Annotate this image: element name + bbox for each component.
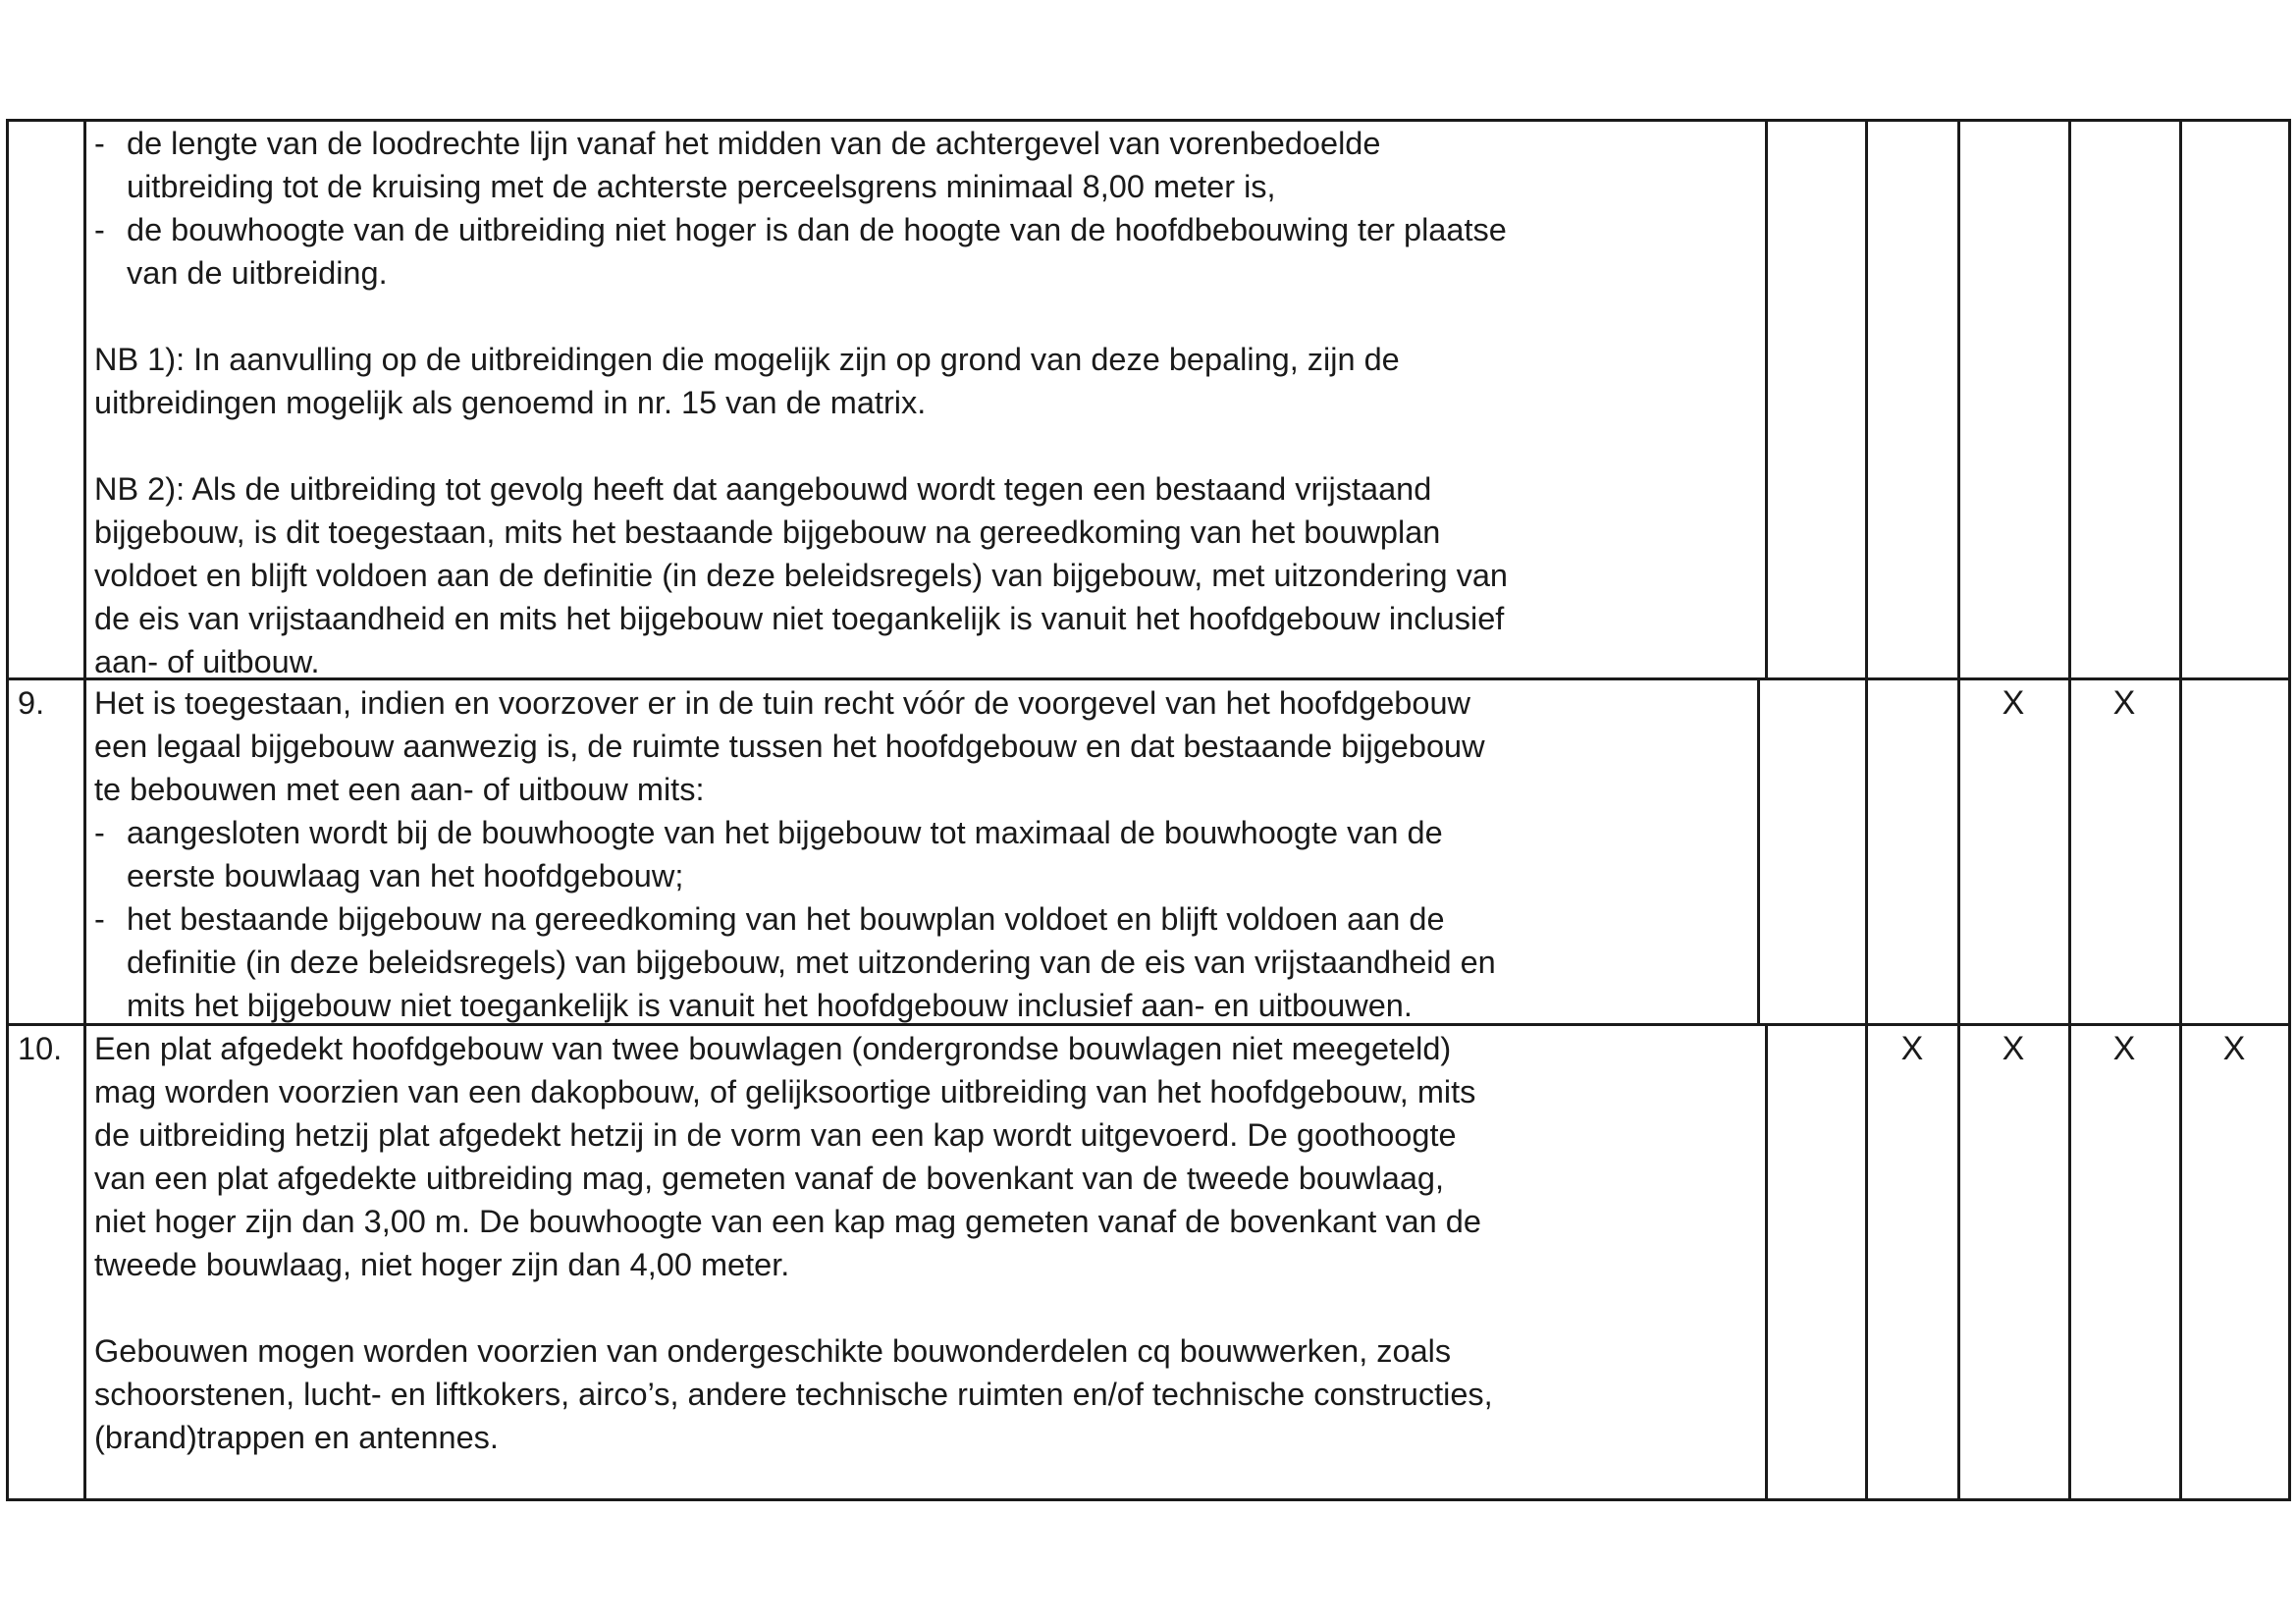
note-paragraph: uitbreidingen mogelijk als genoemd in nr. 15 van de matrix. — [94, 385, 927, 420]
column-divider — [2179, 119, 2182, 1501]
bullet-item — [94, 122, 1508, 208]
column-divider — [1957, 119, 1960, 1501]
column-divider — [83, 119, 86, 1501]
column-divider — [1865, 119, 1868, 1501]
check-mark: X — [1900, 1030, 1924, 1067]
check-mark: X — [2222, 1030, 2246, 1067]
row-10-text — [94, 1027, 1493, 1459]
bullet-text: de lengte van de loodrechte lijn vanaf het midden van de achtergevel van vorenbedoelde — [127, 126, 1381, 161]
check-mark: X — [2112, 684, 2136, 722]
rule-text: (brand)trappen en antennes. — [94, 1420, 499, 1455]
bullet-dash: - — [94, 815, 105, 850]
rule-text: Gebouwen mogen worden voorzien van ondergeschikte bouwonderdelen cq bouwwerken, zoals — [94, 1333, 1452, 1369]
column-divider — [1765, 119, 1768, 680]
rule-text: niet hoger zijn dan 3,00 m. De bouwhoogte van een kap mag gemeten vanaf de bovenkant van de — [94, 1204, 1481, 1239]
bullet-text: eerste bouwlaag van het hoofdgebouw; — [127, 858, 684, 893]
bullet-dash: - — [94, 901, 105, 937]
column-divider — [1765, 1023, 1768, 1501]
bullet-item — [94, 811, 1496, 897]
bullet-text: uitbreiding tot de kruising met de achterste perceelsgrens minimaal 8,00 meter is, — [127, 169, 1276, 204]
rule-text: een legaal bijgebouw aanwezig is, de ruimte tussen het hoofdgebouw en dat bestaande bijgebouw — [94, 729, 1485, 764]
row-number: 10. — [18, 1031, 63, 1066]
table-bottom-border — [6, 1498, 2291, 1501]
column-divider — [2068, 119, 2071, 1501]
rule-text: tweede bouwlaag, niet hoger zijn dan 4,00 meter. — [94, 1247, 790, 1282]
bullet-text: aangesloten wordt bij de bouwhoogte van het bijgebouw tot maximaal de bouwhoogte van de — [127, 815, 1443, 850]
rule-text: te bebouwen met een aan- of uitbouw mits: — [94, 772, 705, 807]
row-9-text — [94, 681, 1496, 1027]
rule-text: schoorstenen, lucht- en liftkokers, airco’s, andere technische ruimten en/of technische constructies, — [94, 1377, 1493, 1412]
check-mark: X — [2002, 684, 2025, 722]
note-paragraph: NB 2): Als de uitbreiding tot gevolg heeft dat aangebouwd wordt tegen een bestaand vrijstaand — [94, 471, 1432, 507]
rule-text: mag worden voorzien van een dakopbouw, of gelijksoortige uitbreiding van het hoofdgebouw, mits — [94, 1074, 1476, 1110]
bullet-text: de bouwhoogte van de uitbreiding niet hoger is dan de hoogte van de hoofdbebouwing ter plaatse — [127, 212, 1507, 247]
note-paragraph: de eis van vrijstaandheid en mits het bijgebouw niet toegankelijk is vanuit het hoofdgebouw inclusief — [94, 601, 1505, 636]
rule-text: de uitbreiding hetzij plat afgedekt hetzij in de vorm van een kap wordt uitgevoerd. De goothoogte — [94, 1117, 1457, 1153]
column-divider — [1757, 677, 1760, 1026]
bullet-dash: - — [94, 212, 105, 247]
row-continuation-text — [94, 122, 1508, 683]
rule-text: van een plat afgedekte uitbreiding mag, gemeten vanaf de bovenkant van de tweede bouwlaag, — [94, 1161, 1445, 1196]
check-mark: X — [2002, 1030, 2025, 1067]
bullet-text: mits het bijgebouw niet toegankelijk is vanuit het hoofdgebouw inclusief aan- en uitbouwen. — [127, 988, 1413, 1023]
rule-text: Het is toegestaan, indien en voorzover er in de tuin recht vóór de voorgevel van het hoofdgebouw — [94, 685, 1471, 721]
bullet-text: van de uitbreiding. — [127, 255, 388, 291]
note-paragraph: bijgebouw, is dit toegestaan, mits het bestaande bijgebouw na gereedkoming van het bouwplan — [94, 514, 1441, 550]
note-paragraph: NB 1): In aanvulling op de uitbreidingen die mogelijk zijn op grond van deze bepaling, zijn de — [94, 342, 1400, 377]
rule-text: Een plat afgedekt hoofdgebouw van twee bouwlagen (ondergrondse bouwlagen niet meegeteld) — [94, 1031, 1452, 1066]
bullet-item — [94, 897, 1496, 1027]
row-number: 9. — [18, 685, 45, 721]
note-paragraph: voldoet en blijft voldoen aan de definitie (in deze beleidsregels) van bijgebouw, met uitzondering van — [94, 558, 1508, 593]
bullet-text: het bestaande bijgebouw na gereedkoming van het bouwplan voldoet en blijft voldoen aan de — [127, 901, 1445, 937]
table-left-border — [6, 119, 9, 1501]
bullet-text: definitie (in deze beleidsregels) van bijgebouw, met uitzondering van de eis van vrijstaandheid en — [127, 945, 1496, 980]
note-paragraph: aan- of uitbouw. — [94, 644, 320, 679]
bullet-item — [94, 208, 1508, 295]
check-mark: X — [2112, 1030, 2136, 1067]
table-right-border — [2288, 119, 2291, 1501]
bullet-dash: - — [94, 126, 105, 161]
